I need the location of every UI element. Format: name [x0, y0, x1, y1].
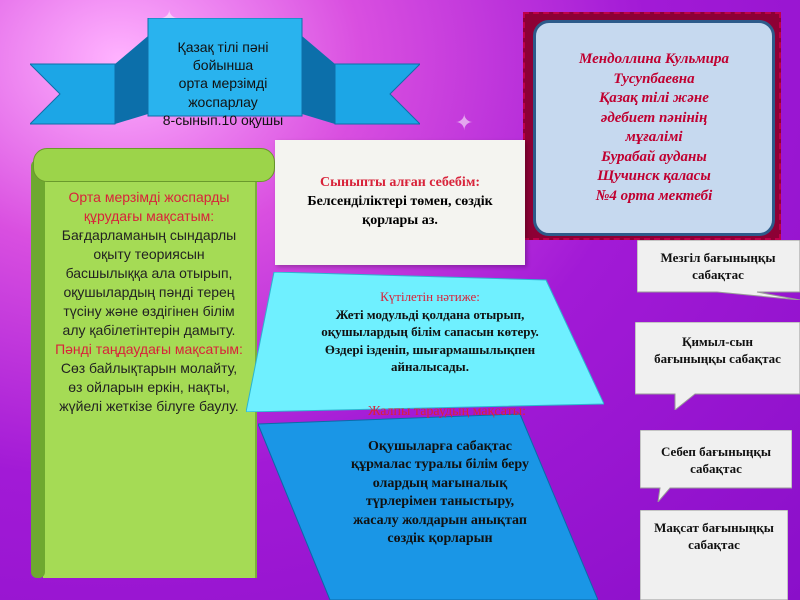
author-line: Қазақ тілі және	[599, 90, 709, 106]
sparkle-icon: ✦	[455, 110, 474, 135]
callout-text: Себеп бағыныңқы сабақтас	[661, 444, 771, 476]
result-shape	[246, 272, 604, 412]
author-line: мұғалімі	[625, 129, 683, 145]
author-line: Бурабай ауданы	[601, 148, 707, 165]
goal-shape	[258, 404, 598, 600]
author-line: Щучинск қаласы	[597, 168, 711, 184]
author-panel	[523, 12, 781, 240]
callout-text: Мезгіл бағыныңқы сабақтас	[660, 250, 776, 282]
author-line: Тусупбаевна	[613, 70, 695, 87]
choice-text: Сөз байлықтарын молайту, өз ойларын еркін, нақты, жүйелі жеткізе білуге баулу.	[59, 360, 239, 415]
scroll-curl	[31, 160, 45, 578]
callout-text: Мақсат бағыныңқы сабақтас	[654, 520, 774, 552]
author-card	[533, 20, 775, 236]
author-line: әдебиет пәнінің	[600, 109, 708, 126]
author-line: №4 орта мектебі	[595, 187, 713, 204]
reason-card	[275, 140, 525, 265]
goal-title: Жалпы тараудың мақсаты:	[368, 404, 526, 419]
reason-title: Сыныпты алған себебім:	[319, 175, 481, 190]
goal-text: Оқушыларға сабақтас құрмалас туралы білім беру олардың мағыналық түрлерімен таныстыру, жасалу жолдарын анықтап сөздік қорларын	[351, 439, 529, 547]
banner-line: 8-сынып.10 оқушы	[162, 111, 284, 128]
reason-text: Белсенділіктері төмен, сөздік қорлары аз.	[307, 193, 493, 228]
callout-purpose	[640, 510, 788, 600]
result-text: Жеті модульді қолдана отырып, оқушылардың білім сапасын көтеру. Өздері ізденіп, шығармашылықпен айналысады.	[321, 306, 539, 375]
purpose-title: Орта мерзімді жоспарды құрудағы мақсатым:	[68, 189, 230, 225]
callout-manner	[635, 322, 800, 410]
purpose-scroll	[33, 148, 273, 580]
callout-temporal	[637, 240, 800, 300]
callout-cause	[640, 430, 792, 502]
result-title: Күтілетін нәтиже:	[380, 289, 480, 304]
purpose-text: Бағдарламаның сындарлы оқыту теориясын басшылыққа ала отырып, оқушылардың пәнді терең түсіну және өздігінен білім алу қабілетінтерін дамыту.	[61, 227, 237, 339]
callout-text: Қимыл-сын бағыныңқы сабақтас	[654, 334, 781, 366]
banner-line: Қазақ тілі пәні бойынша	[177, 39, 269, 74]
choice-title: Пәнді таңдаудағы мақсатым:	[55, 341, 243, 358]
scroll-top	[33, 148, 275, 182]
banner-line: орта мерзімді жоспарлау	[178, 75, 268, 110]
author-line: Мендоллина Кульмира	[579, 51, 729, 67]
title-banner	[30, 18, 420, 128]
